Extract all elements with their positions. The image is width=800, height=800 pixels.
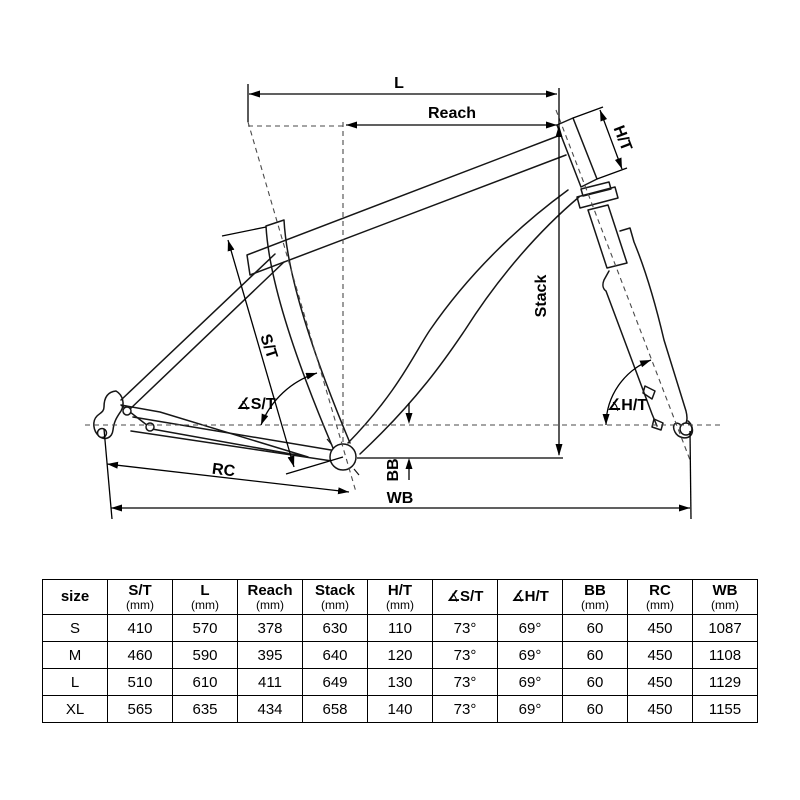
cell-value: 69°: [498, 669, 563, 696]
label-wheelbase: WB: [386, 490, 414, 507]
cell-value: 434: [238, 696, 303, 723]
cell-value: 130: [368, 669, 433, 696]
cell-value: 60: [563, 669, 628, 696]
table-row-s: [43, 615, 758, 642]
cell-value: 73°: [433, 669, 498, 696]
cell-size: XL: [43, 696, 108, 723]
label-head-tube-angle: ∡H/T: [606, 397, 648, 414]
cell-value: 378: [238, 615, 303, 642]
cell-value: 1087: [693, 615, 758, 642]
fork-stanchion: [588, 205, 627, 268]
cell-value: 450: [628, 642, 693, 669]
cell-value: 1155: [693, 696, 758, 723]
top-tube-outline: [247, 136, 566, 275]
cell-value: 630: [303, 615, 368, 642]
fork-crown: [577, 187, 618, 208]
col-header-bb: BB (mm): [563, 580, 628, 615]
bb-arrow-down: [406, 413, 413, 424]
col-header-rc: RC (mm): [628, 580, 693, 615]
down-tube-outline: [348, 190, 579, 454]
bb-arrow-up: [406, 458, 413, 469]
cell-value: 1129: [693, 669, 758, 696]
cell-value: 410: [108, 615, 173, 642]
col-header-reach: Reach (mm): [238, 580, 303, 615]
label-head-tube: H/T: [609, 123, 635, 154]
cell-value: 610: [173, 669, 238, 696]
cell-value: 73°: [433, 615, 498, 642]
label-seat-tube: S/T: [256, 332, 281, 362]
cell-value: 450: [628, 696, 693, 723]
cell-value: 69°: [498, 696, 563, 723]
cell-value: 450: [628, 615, 693, 642]
cell-value: 395: [238, 642, 303, 669]
label-reach: Reach: [427, 105, 477, 122]
cell-value: 635: [173, 696, 238, 723]
col-header-head-angle: ∡H/T: [498, 580, 563, 615]
stack-arrow-bottom: [556, 444, 563, 456]
cell-value: 60: [563, 615, 628, 642]
col-header-seat-angle: ∡S/T: [433, 580, 498, 615]
label-bb-drop: BB: [385, 458, 402, 482]
ext-head-tube-top: [573, 107, 603, 118]
cell-value: 411: [238, 669, 303, 696]
col-header-stack: Stack (mm): [303, 580, 368, 615]
stack-arrow-top: [556, 125, 563, 137]
cell-value: 73°: [433, 696, 498, 723]
table-row-l: [43, 669, 758, 696]
col-header-head-tube: H/T (mm): [368, 580, 433, 615]
cell-value: 565: [108, 696, 173, 723]
label-seat-tube-angle: ∡S/T: [236, 396, 276, 413]
col-header-length: L (mm): [173, 580, 238, 615]
col-header-size: size: [43, 580, 108, 615]
ext-front-axle: [690, 431, 691, 519]
cell-value: 590: [173, 642, 238, 669]
table-row-m: [43, 642, 758, 669]
table-header-row: [43, 580, 758, 615]
geometry-table: [42, 579, 758, 723]
ext-rear-axle: [104, 429, 112, 519]
rear-pivot-lower: [146, 423, 154, 431]
cell-value: 640: [303, 642, 368, 669]
cell-value: 120: [368, 642, 433, 669]
cell-value: 69°: [498, 615, 563, 642]
label-stack: Stack: [533, 274, 550, 318]
cell-value: 658: [303, 696, 368, 723]
cell-value: 110: [368, 615, 433, 642]
cell-size: M: [43, 642, 108, 669]
cell-value: 60: [563, 642, 628, 669]
cell-value: 460: [108, 642, 173, 669]
ext-seat-tube-top: [222, 227, 266, 236]
label-rear-center: RC: [211, 460, 237, 481]
seat-stays-outline: [121, 254, 284, 410]
cell-size: S: [43, 615, 108, 642]
cell-value: 570: [173, 615, 238, 642]
cell-value: 60: [563, 696, 628, 723]
col-header-wb: WB (mm): [693, 580, 758, 615]
cell-value: 450: [628, 669, 693, 696]
cell-size: L: [43, 669, 108, 696]
label-length: L: [394, 75, 404, 92]
rear-pivot-upper: [123, 407, 131, 415]
cell-value: 649: [303, 669, 368, 696]
dim-seat-tube: [228, 240, 294, 467]
cell-value: 69°: [498, 642, 563, 669]
table-row-xl: [43, 696, 758, 723]
cell-value: 140: [368, 696, 433, 723]
cell-value: 73°: [433, 642, 498, 669]
seat-axis-dashed: [248, 122, 356, 492]
cell-value: 1108: [693, 642, 758, 669]
col-header-seat-tube: S/T (mm): [108, 580, 173, 615]
ext-head-tube-bottom: [597, 168, 627, 179]
cell-value: 510: [108, 669, 173, 696]
